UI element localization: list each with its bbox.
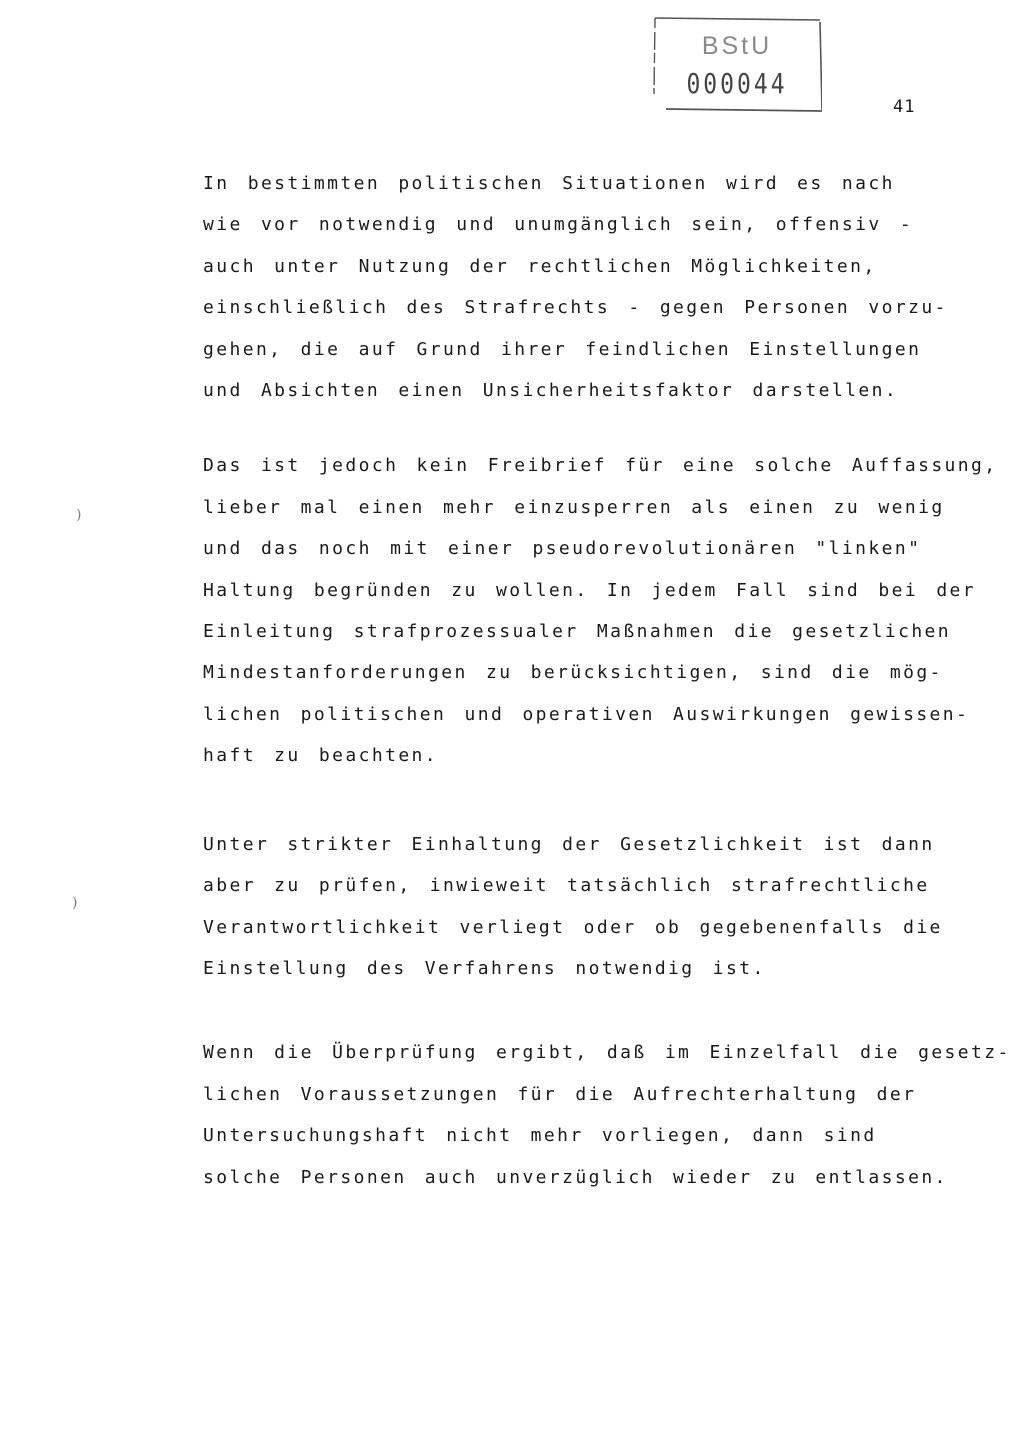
text-line: lichen Voraussetzungen für die Aufrechterhaltung der <box>203 1083 917 1105</box>
text-line: Das ist jedoch kein Freibrief für eine solche Auffassung, <box>203 455 998 477</box>
text-line: auch unter Nutzung der rechtlichen Möglichkeiten, <box>203 255 877 277</box>
text-line: lieber mal einen mehr einzusperren als einen zu wenig <box>203 496 945 518</box>
stamp-agency: BStU <box>701 32 773 60</box>
text-line: lichen politischen und operativen Auswirkungen gewissen- <box>203 703 970 725</box>
text-line: gehen, die auf Grund ihrer feindlichen Einstellungen <box>203 338 922 360</box>
text-line: einschließlich des Strafrechts - gegen Personen vorzu- <box>203 297 948 319</box>
text-line: Verantwortlichkeit verliegt oder ob gegebenenfalls die <box>203 916 943 938</box>
text-line: solche Personen auch unverzüglich wieder zu entlassen. <box>203 1166 948 1188</box>
text-line: Haltung begründen zu wollen. In jedem Fall sind bei der <box>203 579 977 601</box>
paragraph <box>203 445 998 776</box>
text-line: wie vor notwendig und unumgänglich sein, offensiv - <box>203 214 914 236</box>
text-line: Unter strikter Einhaltung der Gesetzlichkeit ist dann <box>203 833 935 855</box>
text-line: Untersuchungshaft nicht mehr vorliegen, dann sind <box>203 1125 877 1147</box>
page-number: 41 <box>893 97 916 117</box>
margin-punch-mark: ) <box>72 895 78 911</box>
text-line: In bestimmten politischen Situationen wird es nach <box>203 173 895 194</box>
text-line: Einstellung des Verfahrens notwendig ist. <box>203 957 766 979</box>
document-body <box>203 163 1011 1198</box>
paragraph <box>203 824 963 990</box>
text-line: Einleitung strafprozessualer Maßnahmen die gesetzlichen <box>203 621 952 643</box>
paragraph <box>203 163 963 411</box>
text-line: und Absichten einen Unsicherheitsfaktor darstellen. <box>203 380 899 402</box>
text-line: haft zu beachten. <box>203 745 439 767</box>
paragraph <box>203 1032 1011 1198</box>
archive-stamp <box>652 14 822 112</box>
margin-punch-mark: ) <box>76 507 82 523</box>
text-line: Mindestanforderungen zu berücksichtigen, sind die mög- <box>203 662 943 684</box>
text-line: Wenn die Überprüfung ergibt, daß im Einzelfall die gesetz- <box>203 1042 1011 1064</box>
stamp-number: 000044 <box>686 69 788 101</box>
text-line: und das noch mit einer pseudorevolutionären "linken" <box>203 538 922 560</box>
text-line: aber zu prüfen, inwieweit tatsächlich strafrechtliche <box>203 875 930 897</box>
